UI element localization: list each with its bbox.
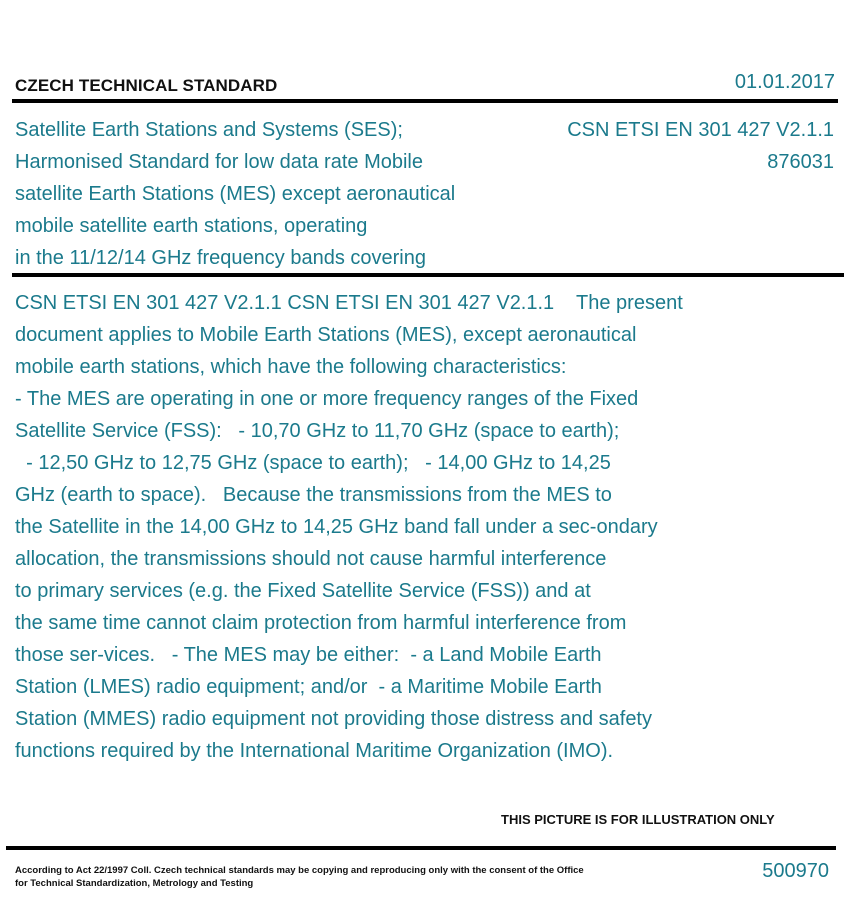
copyright-notice	[15, 864, 615, 890]
abstract-line: mobile earth stations, which have the following characteristics:	[15, 356, 567, 378]
abstract-line: - The MES are operating in one or more frequency ranges of the Fixed	[15, 388, 639, 410]
standard-title-line: mobile satellite earth stations, operating	[15, 215, 368, 237]
header-divider	[12, 99, 838, 103]
abstract-line: to primary services (e.g. the Fixed Satellite Service (FSS)) and at	[15, 580, 591, 602]
abstract-line: those ser-vices. - The MES may be either: - a Land Mobile Earth	[15, 644, 602, 666]
standard-title-line: in the 11/12/14 GHz frequency bands covering	[15, 247, 426, 269]
abstract-line: - 12,50 GHz to 12,75 GHz (space to earth); - 14,00 GHz to 14,25	[15, 452, 611, 474]
abstract-line: allocation, the transmissions should not cause harmful interference	[15, 548, 607, 570]
copyright-notice-line: for Technical Standardization, Metrology and Testing	[15, 878, 254, 889]
standard-abstract	[15, 287, 775, 767]
standard-number: 876031	[767, 151, 834, 173]
abstract-line: Satellite Service (FSS): - 10,70 GHz to 11,70 GHz (space to earth);	[15, 420, 620, 442]
standard-code: CSN ETSI EN 301 427 V2.1.1	[567, 119, 834, 141]
title-divider	[12, 273, 844, 277]
abstract-line: Station (LMES) radio equipment; and/or - a Maritime Mobile Earth	[15, 676, 602, 698]
abstract-line: the Satellite in the 14,00 GHz to 14,25 GHz band fall under a sec-ondary	[15, 516, 658, 538]
abstract-line: Station (MMES) radio equipment not providing those distress and safety	[15, 708, 652, 730]
standard-title-line: Satellite Earth Stations and Systems (SES);	[15, 119, 403, 141]
abstract-line: GHz (earth to space). Because the transmissions from the MES to	[15, 484, 612, 506]
standard-title-line: Harmonised Standard for low data rate Mobile	[15, 151, 423, 173]
abstract-line: document applies to Mobile Earth Stations (MES), except aeronautical	[15, 324, 637, 346]
abstract-line: the same time cannot claim protection from harmful interference from	[15, 612, 627, 634]
copyright-notice-line: According to Act 22/1997 Coll. Czech technical standards may be copying and reproducing only with the consent of the Office	[15, 865, 584, 876]
abstract-line: CSN ETSI EN 301 427 V2.1.1 CSN ETSI EN 301 427 V2.1.1 The present	[15, 292, 683, 314]
footer-divider	[6, 846, 836, 850]
catalog-id: 500970	[762, 860, 829, 882]
standard-title-line: satellite Earth Stations (MES) except aeronautical	[15, 183, 456, 205]
standard-title	[15, 114, 515, 274]
abstract-line: functions required by the International Maritime Organization (IMO).	[15, 740, 614, 762]
document-header-title: CZECH TECHNICAL STANDARD	[15, 76, 278, 95]
illustration-disclaimer: THIS PICTURE IS FOR ILLUSTRATION ONLY	[501, 812, 775, 827]
publication-date: 01.01.2017	[734, 71, 835, 93]
